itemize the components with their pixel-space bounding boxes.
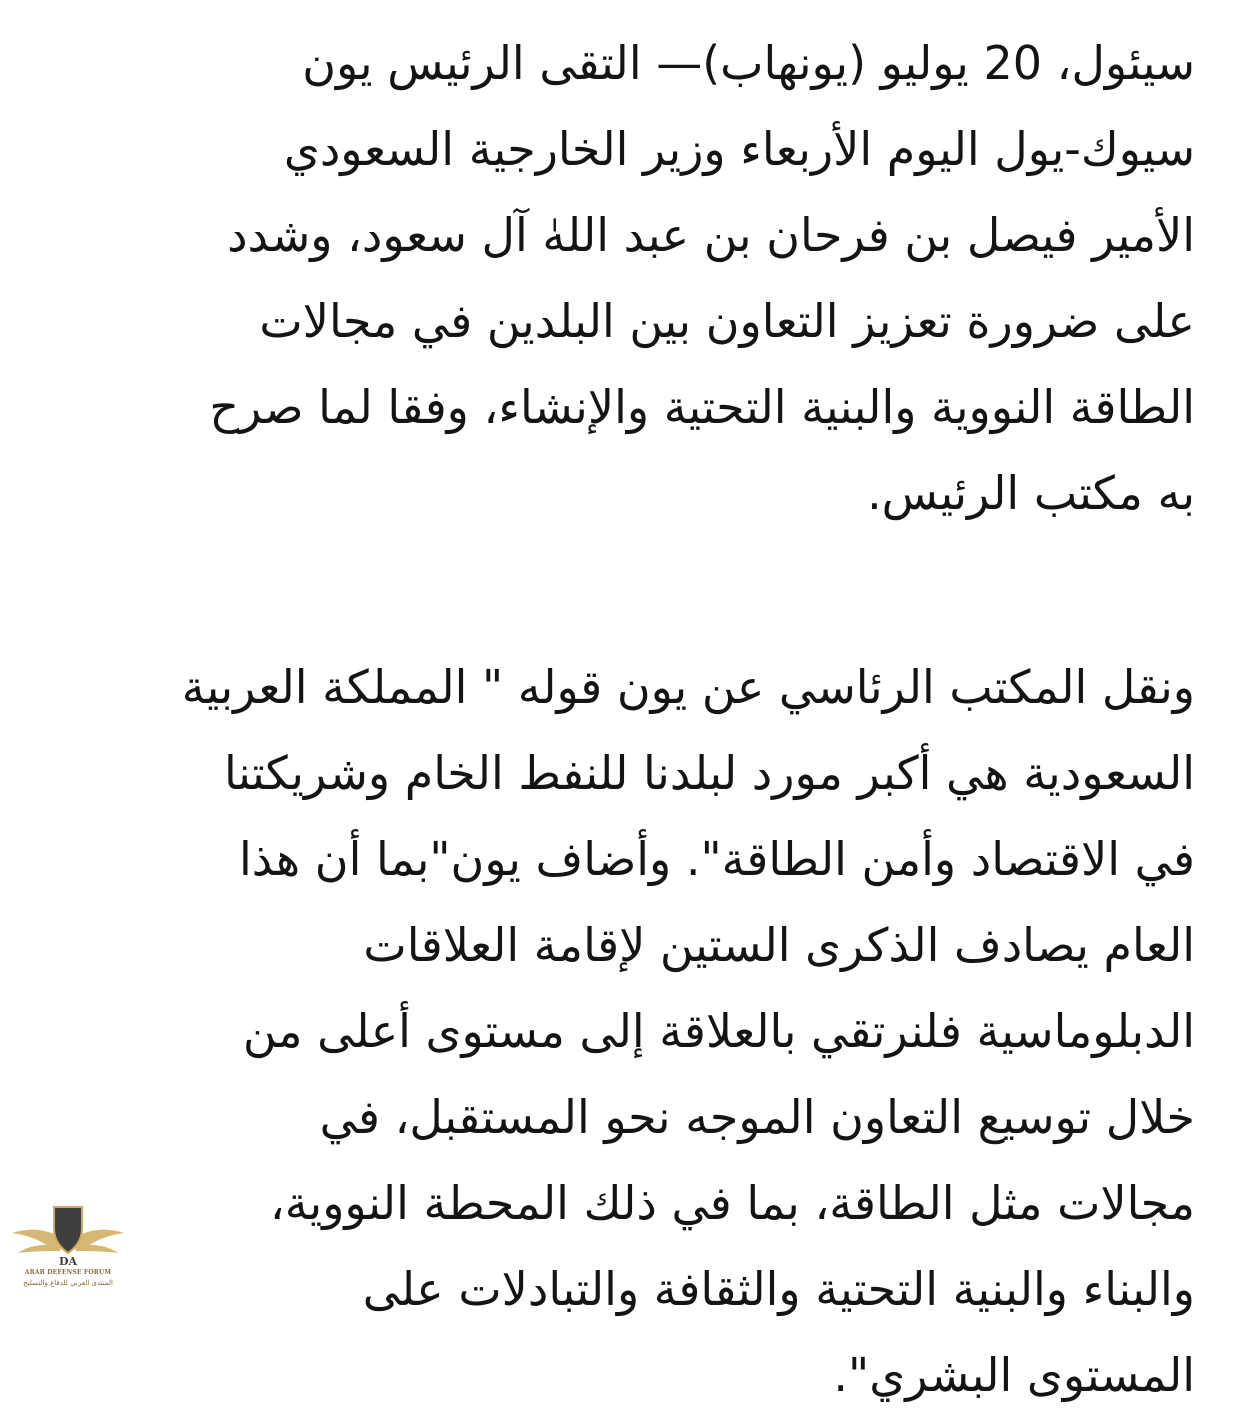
- paragraph-line: خلال توسيع التعاون الموجه نحو المستقبل، في: [319, 1090, 1195, 1144]
- paragraph-line: في الاقتصاد وأمن الطاقة". وأضاف يون"بما أن هذا: [238, 832, 1195, 886]
- watermark-name-ar: المنتدى العربي للدفاع والتسليح: [23, 1279, 113, 1287]
- paragraph-line: الدبلوماسية فلنرتقي بالعلاقة إلى مستوى أعلى من: [242, 1004, 1195, 1058]
- paragraph-line: السعودية هي أكبر مورد لبلدنا للنفط الخام وشريكتنا: [224, 746, 1195, 800]
- paragraph-line: مجالات مثل الطاقة، بما في ذلك المحطة النووية،: [269, 1176, 1195, 1230]
- paragraph-line: الأمير فيصل بن فرحان بن عبد اللهٰ آل سعود، وشدد: [227, 208, 1195, 262]
- paragraph-line: سيئول، 20 يوليو (يونهاب)— التقى الرئيس يون: [302, 36, 1195, 90]
- watermark-logo: [8, 1199, 128, 1291]
- paragraph-line: على ضرورة تعزيز التعاون بين البلدين في مجالات: [259, 294, 1195, 348]
- paragraph-1: [35, 20, 1195, 536]
- paragraph-line: المستوى البشري".: [833, 1348, 1195, 1402]
- paragraph-line: الطاقة النووية والبنية التحتية والإنشاء، وفقا لما صرح: [209, 380, 1195, 434]
- paragraph-line: سيوك-يول اليوم الأربعاء وزير الخارجية السعودي: [283, 122, 1195, 176]
- watermark-name-en: ARAB DEFENSE FORUM: [24, 1269, 112, 1276]
- paragraph-line: ونقل المكتب الرئاسي عن يون قوله " المملكة العربية: [181, 660, 1195, 714]
- article-body: [35, 20, 1195, 1418]
- paragraph-line: والبناء والبنية التحتية والثقافة والتبادلات على: [362, 1262, 1195, 1316]
- paragraph-gap: [35, 536, 1195, 644]
- paragraph-line: العام يصادف الذكرى الستين لإقامة العلاقات: [363, 918, 1195, 972]
- watermark-monogram: DA: [58, 1255, 78, 1268]
- winged-shield-icon: [8, 1199, 128, 1269]
- paragraph-line: به مكتب الرئيس.: [867, 466, 1195, 520]
- paragraph-2: [35, 644, 1195, 1418]
